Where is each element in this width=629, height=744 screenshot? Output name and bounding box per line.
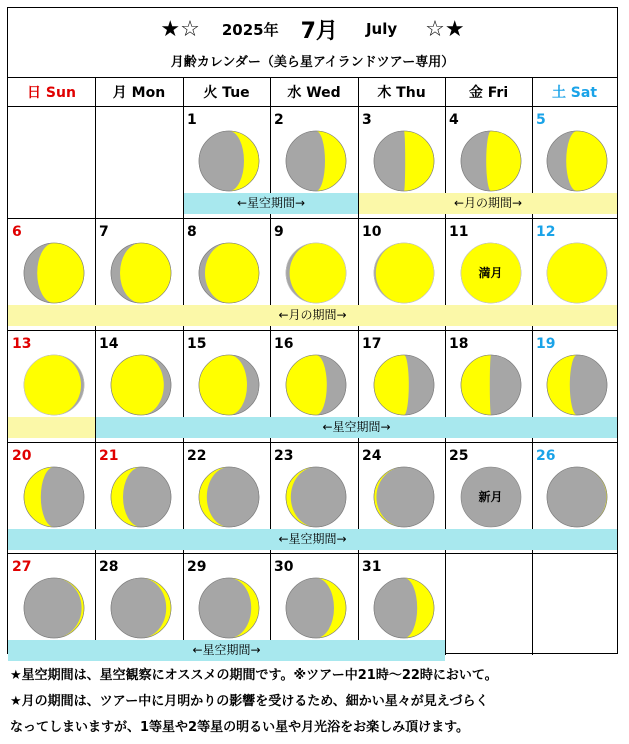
moon-phase-icon	[283, 575, 349, 641]
day-number: 5	[536, 112, 546, 128]
day-number: 10	[362, 224, 382, 240]
moon-phase-icon	[458, 128, 524, 194]
moon-phase-icon	[108, 240, 174, 306]
column-divider	[358, 77, 359, 655]
moon-phase-icon	[371, 575, 437, 641]
row-divider	[8, 330, 617, 331]
moon-phase-icon	[21, 352, 87, 418]
note-line: なってしまいますが、1等星や2等星の明るい星や月光浴をお楽しみ頂けます。	[10, 720, 470, 735]
moon-phase-icon	[21, 575, 87, 641]
column-divider	[532, 77, 533, 655]
moon-phase-icon	[21, 240, 87, 306]
day-number: 29	[187, 559, 207, 575]
title-month: 7月	[300, 18, 338, 44]
note-line: ★月の期間は、ツアー中に月明かりの影響を受けるため、細かい星々が見えづらく	[10, 694, 489, 709]
moon-phase-label: 新月	[478, 490, 503, 504]
day-number: 18	[449, 336, 469, 352]
moon-phase-icon	[458, 464, 524, 530]
day-number: 15	[187, 336, 207, 352]
day-number: 7	[99, 224, 109, 240]
moon-phase-icon	[371, 352, 437, 418]
moon-phase-icon	[458, 352, 524, 418]
day-number: 11	[449, 224, 469, 240]
moon-phase-icon	[196, 128, 262, 194]
day-number: 17	[362, 336, 382, 352]
day-number: 13	[12, 336, 32, 352]
moon-phase-icon	[283, 240, 349, 306]
day-number: 28	[99, 559, 119, 575]
moon-phase-icon	[458, 240, 524, 306]
title-stars-right: ☆★	[425, 16, 465, 42]
page-subtitle: 月齢カレンダー（美ら星アイランドツアー専用）	[170, 55, 455, 70]
title-stars-left: ★☆	[160, 16, 200, 42]
moon-period-band	[8, 417, 95, 438]
day-number: 30	[274, 559, 294, 575]
day-number: 16	[274, 336, 294, 352]
moon-phase-icon	[544, 240, 610, 306]
moon-phase-icon	[196, 464, 262, 530]
day-number: 8	[187, 224, 197, 240]
column-divider	[270, 77, 271, 655]
title-row	[8, 8, 617, 50]
moon-phase-icon	[283, 128, 349, 194]
star-period-band: ←星空期間→	[96, 417, 617, 438]
day-number: 26	[536, 448, 556, 464]
row-divider	[8, 442, 617, 443]
moon-phase-icon	[371, 240, 437, 306]
note-line: ★星空期間は、星空観察にオススメの期間です。※ツアー中21時～22時において。	[10, 668, 498, 683]
day-number: 2	[274, 112, 284, 128]
day-number: 3	[362, 112, 372, 128]
column-divider	[95, 77, 96, 655]
day-number: 12	[536, 224, 556, 240]
moon-phase-icon	[108, 464, 174, 530]
day-number: 20	[12, 448, 32, 464]
moon-phase-icon	[371, 464, 437, 530]
day-number: 21	[99, 448, 119, 464]
day-number: 4	[449, 112, 459, 128]
weekday-header: 日 Sun	[8, 77, 95, 107]
weekday-header: 水 Wed	[270, 77, 358, 107]
moon-phase-icon	[196, 575, 262, 641]
moon-phase-icon	[21, 464, 87, 530]
weekday-header: 月 Mon	[95, 77, 183, 107]
moon-phase-icon	[108, 575, 174, 641]
weekday-header: 金 Fri	[445, 77, 532, 107]
moon-phase-icon	[544, 352, 610, 418]
moon-period-band: ←月の期間→	[359, 193, 617, 214]
day-number: 1	[187, 112, 197, 128]
day-number: 14	[99, 336, 119, 352]
star-period-band: ←星空期間→	[8, 640, 445, 661]
moon-phase-icon	[544, 464, 610, 530]
weekday-header: 土 Sat	[532, 77, 617, 107]
star-period-band: ←星空期間→	[8, 529, 617, 550]
day-number: 6	[12, 224, 22, 240]
title-month-english: July	[365, 20, 398, 38]
row-divider	[8, 106, 617, 107]
calendar-frame	[7, 7, 618, 657]
row-divider	[8, 218, 617, 219]
day-number: 31	[362, 559, 382, 575]
moon-phase-icon	[108, 352, 174, 418]
moon-phase-icon	[196, 352, 262, 418]
column-divider	[183, 77, 184, 655]
day-number: 24	[362, 448, 382, 464]
moon-phase-icon	[196, 240, 262, 306]
star-period-band: ←星空期間→	[184, 193, 358, 214]
day-number: 9	[274, 224, 284, 240]
day-number: 25	[449, 448, 469, 464]
moon-phase-icon	[283, 352, 349, 418]
moon-phase-label: 満月	[478, 266, 503, 280]
day-number: 22	[187, 448, 207, 464]
day-number: 19	[536, 336, 556, 352]
column-divider	[445, 77, 446, 655]
weekday-header: 火 Tue	[183, 77, 270, 107]
title-year: 2025年	[221, 20, 279, 39]
moon-phase-icon	[544, 128, 610, 194]
moon-period-band: ←月の期間→	[8, 305, 617, 326]
day-number: 23	[274, 448, 294, 464]
moon-phase-icon	[283, 464, 349, 530]
weekday-header: 木 Thu	[358, 77, 445, 107]
day-number: 27	[12, 559, 32, 575]
moon-phase-icon	[371, 128, 437, 194]
row-divider	[8, 553, 617, 554]
